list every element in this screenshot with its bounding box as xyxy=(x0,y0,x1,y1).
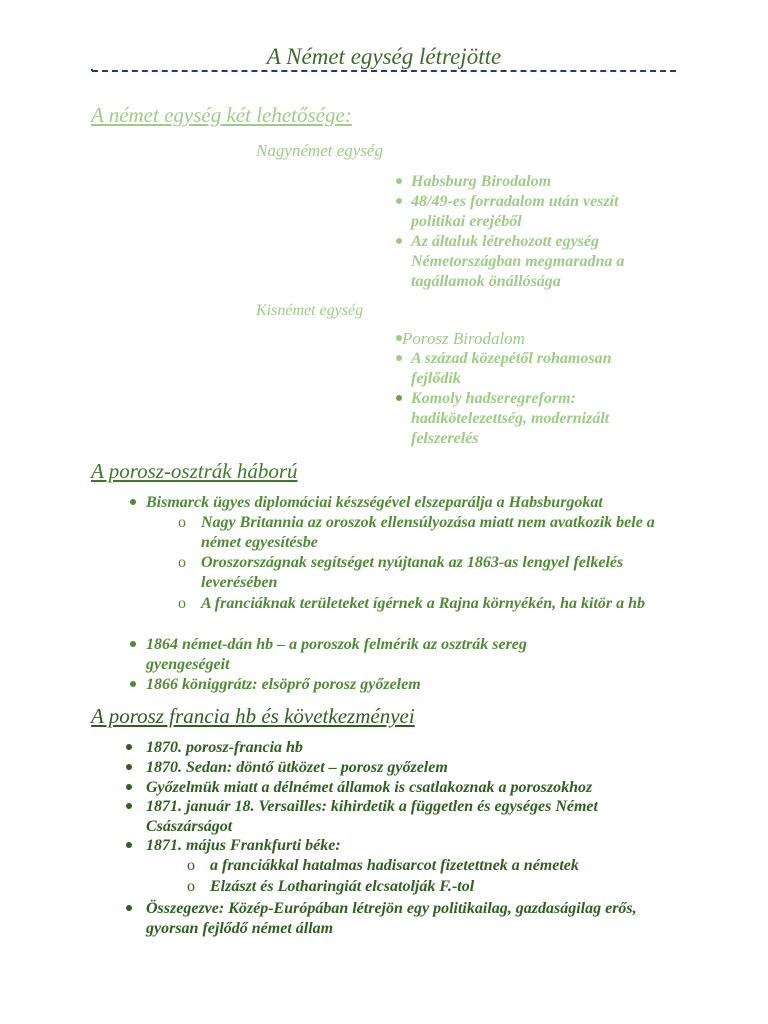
bullet-icon xyxy=(396,395,402,401)
sub-list-item: Nagy Britannia az oroszok ellensúlyozása miatt nem avatkozik bele a német egyesítésbe xyxy=(201,514,655,551)
section-heading-franco-prussian-war: A porosz francia hb és következményei xyxy=(91,704,415,728)
bullet-icon xyxy=(126,905,132,911)
bullet-icon xyxy=(126,842,132,848)
list-item: Győzelmük miatt a délnémet államok is csatlakoznak a poroszokhoz xyxy=(146,779,593,796)
list-item: Az általuk létrehozott egység Németországban megmaradna a tagállamok önállósága xyxy=(411,233,625,290)
bullet-icon xyxy=(396,198,402,204)
bullet-icon xyxy=(126,784,132,790)
list-item: 1864 német-dán hb – a poroszok felmérik az osztrák sereg gyengeségeit xyxy=(146,636,527,673)
sub-list-item: A franciáknak területeket ígérnek a Rajna környékén, ha kitör a hb xyxy=(201,595,646,612)
sub-list-item: Oroszországnak segítséget nyújtanak az 1863-as lengyel felkelés leverésében xyxy=(201,554,624,591)
bullet-icon xyxy=(130,499,136,505)
list-item: 1870. porosz-francia hb xyxy=(146,739,303,756)
section-heading-prussian-austrian-war: A porosz-osztrák háború xyxy=(91,459,298,483)
circle-bullet-icon: o xyxy=(178,554,186,571)
list-item: Komoly hadseregreform: hadikötelezettség, modernizált felszerelés xyxy=(411,390,610,447)
bullet-icon xyxy=(126,764,132,770)
list-item: 1870. Sedan: döntő ütközet – porosz győzelem xyxy=(146,759,448,776)
sub-list-item: a franciákkal hatalmas hadisarcot fizetettnek a németek xyxy=(210,857,579,874)
circle-bullet-icon: o xyxy=(187,857,195,874)
sub-list-item: Elzászt és Lotharingiát elcsatolják F.-tol xyxy=(210,878,475,895)
bullet-icon xyxy=(130,641,136,647)
bullet-icon xyxy=(130,681,136,687)
list-item: Porosz Birodalom xyxy=(402,329,525,348)
group-label-kisnemet: Kisnémet egység xyxy=(256,302,364,319)
list-item: 1871. május Frankfurti béke: xyxy=(146,837,341,854)
circle-bullet-icon: o xyxy=(178,595,186,612)
bullet-icon xyxy=(396,238,402,244)
list-item: 1866 königgrátz: elsöprő porosz győzelem xyxy=(146,676,421,693)
section-heading-unity-options: A német egység két lehetősége: xyxy=(91,103,352,127)
list-item: Összegezve: Közép-Európában létrejön egy politikailag, gazdaságilag erős, gyorsan fejlődő német állam xyxy=(146,900,637,937)
title-rule xyxy=(92,70,676,72)
list-item: 48/49-es forradalom után veszít politikai erejéből xyxy=(411,193,619,230)
list-item: Habsburg Birodalom xyxy=(411,173,552,190)
bullet-icon xyxy=(396,355,402,361)
circle-bullet-icon: o xyxy=(187,878,195,895)
circle-bullet-icon: o xyxy=(178,514,186,531)
bullet-icon xyxy=(396,178,402,184)
page-title: A Német egység létrejötte xyxy=(266,44,502,69)
list-item: A század közepétől rohamosan fejlődik xyxy=(411,350,612,387)
bullet-icon xyxy=(126,803,132,809)
list-item: Bismarck ügyes diplomáciai készségével elszeparálja a Habsburgokat xyxy=(146,494,603,511)
list-item: 1871. január 18. Versailles: kihirdetik a független és egységes Német Császárságot xyxy=(146,798,598,835)
group-label-nagynemet: Nagynémet egység xyxy=(256,141,383,160)
bullet-icon xyxy=(126,744,132,750)
